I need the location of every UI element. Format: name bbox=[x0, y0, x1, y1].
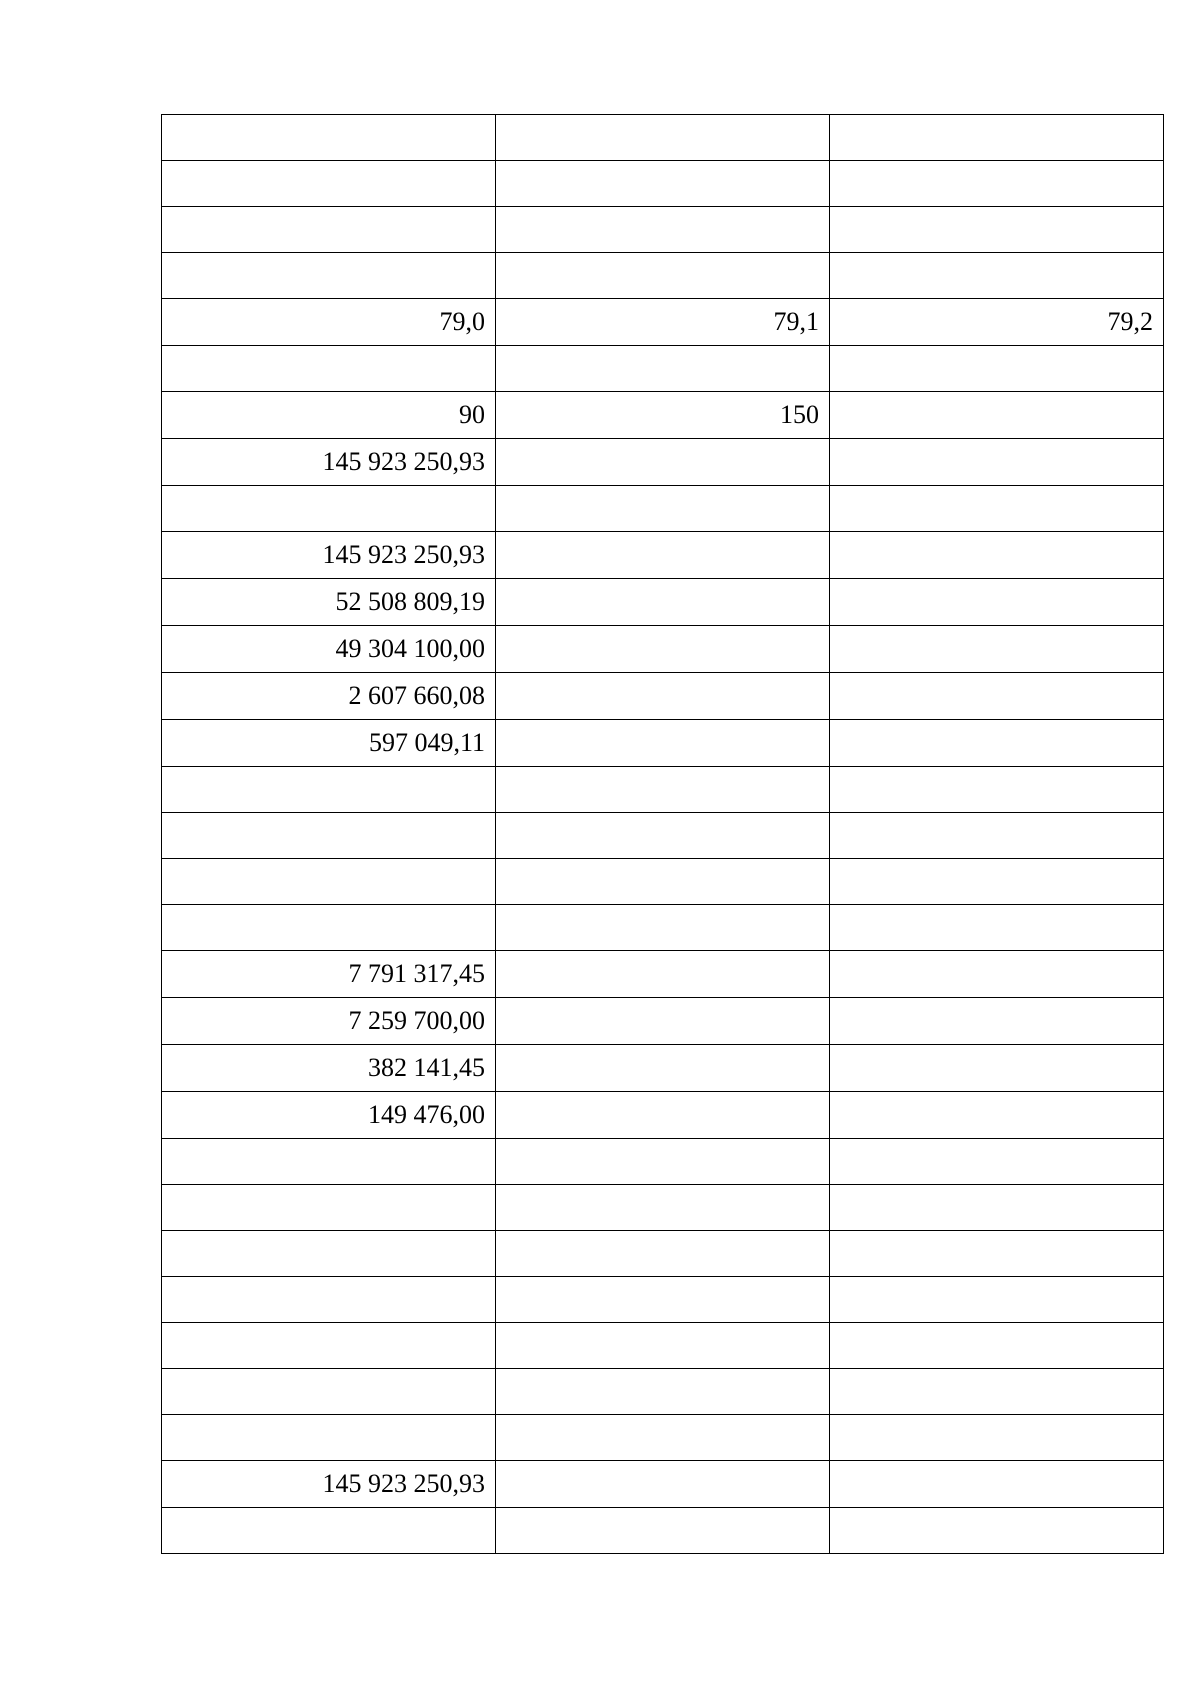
table-row bbox=[162, 720, 1164, 767]
table-cell bbox=[496, 720, 830, 767]
table-row bbox=[162, 951, 1164, 998]
table-row bbox=[162, 579, 1164, 626]
data-table bbox=[161, 114, 1164, 1554]
table-cell bbox=[830, 253, 1164, 299]
table-cell bbox=[496, 1045, 830, 1092]
table-cell bbox=[496, 1092, 830, 1139]
table-row bbox=[162, 532, 1164, 579]
table-cell: 149 476,00 bbox=[162, 1092, 496, 1139]
table-row bbox=[162, 486, 1164, 532]
table-row bbox=[162, 1139, 1164, 1185]
table-cell bbox=[162, 207, 496, 253]
table-row bbox=[162, 392, 1164, 439]
table-cell bbox=[830, 115, 1164, 161]
table-cell: 597 049,11 bbox=[162, 720, 496, 767]
table-cell bbox=[830, 905, 1164, 951]
table-cell bbox=[162, 1185, 496, 1231]
table-cell bbox=[830, 486, 1164, 532]
table-cell bbox=[496, 1415, 830, 1461]
table-cell: 49 304 100,00 bbox=[162, 626, 496, 673]
table-cell bbox=[830, 579, 1164, 626]
table-cell bbox=[830, 813, 1164, 859]
table-cell bbox=[496, 1231, 830, 1277]
table-cell bbox=[830, 1045, 1164, 1092]
table-cell bbox=[162, 1369, 496, 1415]
table-cell bbox=[496, 673, 830, 720]
table-cell bbox=[496, 767, 830, 813]
table-cell bbox=[162, 767, 496, 813]
table-cell: 90 bbox=[162, 392, 496, 439]
table-row bbox=[162, 1508, 1164, 1554]
table-cell bbox=[496, 207, 830, 253]
table-row bbox=[162, 1369, 1164, 1415]
table-row bbox=[162, 1415, 1164, 1461]
table-cell bbox=[162, 859, 496, 905]
table-row bbox=[162, 253, 1164, 299]
table-cell bbox=[162, 486, 496, 532]
table-row bbox=[162, 1185, 1164, 1231]
table-cell bbox=[162, 1231, 496, 1277]
table-row bbox=[162, 905, 1164, 951]
table-cell bbox=[830, 532, 1164, 579]
table-cell bbox=[496, 161, 830, 207]
table-row bbox=[162, 998, 1164, 1045]
table-cell bbox=[830, 673, 1164, 720]
table-row bbox=[162, 346, 1164, 392]
table-row bbox=[162, 1323, 1164, 1369]
table-cell bbox=[830, 998, 1164, 1045]
table-cell bbox=[830, 1461, 1164, 1508]
table-cell: 7 791 317,45 bbox=[162, 951, 496, 998]
table-cell bbox=[830, 207, 1164, 253]
table-cell bbox=[830, 439, 1164, 486]
table-cell bbox=[830, 720, 1164, 767]
table-cell: 150 bbox=[496, 392, 830, 439]
table-cell bbox=[162, 1415, 496, 1461]
table-row bbox=[162, 813, 1164, 859]
table-row bbox=[162, 299, 1164, 346]
table-cell bbox=[830, 1323, 1164, 1369]
table-row bbox=[162, 1092, 1164, 1139]
table-cell bbox=[830, 951, 1164, 998]
table-cell bbox=[830, 392, 1164, 439]
table-row bbox=[162, 1277, 1164, 1323]
table-cell bbox=[162, 1139, 496, 1185]
table-cell bbox=[830, 626, 1164, 673]
table-cell bbox=[830, 1508, 1164, 1554]
table-cell: 2 607 660,08 bbox=[162, 673, 496, 720]
table-cell bbox=[496, 579, 830, 626]
table-cell: 7 259 700,00 bbox=[162, 998, 496, 1045]
table-cell: 145 923 250,93 bbox=[162, 532, 496, 579]
table-cell bbox=[830, 1277, 1164, 1323]
table-cell bbox=[496, 486, 830, 532]
table-cell bbox=[496, 439, 830, 486]
table-cell bbox=[496, 626, 830, 673]
table-row bbox=[162, 626, 1164, 673]
table-cell: 52 508 809,19 bbox=[162, 579, 496, 626]
table-cell bbox=[830, 859, 1164, 905]
table-cell bbox=[830, 1185, 1164, 1231]
table-row bbox=[162, 673, 1164, 720]
table-cell bbox=[830, 767, 1164, 813]
table-cell bbox=[496, 1461, 830, 1508]
table-cell bbox=[496, 905, 830, 951]
table-row bbox=[162, 439, 1164, 486]
table-cell bbox=[496, 346, 830, 392]
table-cell bbox=[830, 1415, 1164, 1461]
table-cell: 145 923 250,93 bbox=[162, 1461, 496, 1508]
table-cell bbox=[496, 1185, 830, 1231]
table-cell bbox=[496, 998, 830, 1045]
table-cell bbox=[830, 161, 1164, 207]
table-cell bbox=[830, 346, 1164, 392]
table-cell bbox=[162, 161, 496, 207]
table-cell bbox=[162, 813, 496, 859]
table-cell bbox=[496, 859, 830, 905]
table-row bbox=[162, 859, 1164, 905]
table-row bbox=[162, 207, 1164, 253]
table-row bbox=[162, 1045, 1164, 1092]
table-cell bbox=[162, 1277, 496, 1323]
table-cell bbox=[496, 1277, 830, 1323]
table-cell bbox=[496, 1323, 830, 1369]
table-body bbox=[162, 115, 1164, 1554]
table-cell: 79,2 bbox=[830, 299, 1164, 346]
table-cell bbox=[830, 1369, 1164, 1415]
table-cell bbox=[496, 1369, 830, 1415]
table-cell bbox=[162, 253, 496, 299]
table-cell bbox=[162, 346, 496, 392]
table-cell bbox=[162, 1508, 496, 1554]
table-cell bbox=[496, 1508, 830, 1554]
table-cell bbox=[830, 1092, 1164, 1139]
table-cell: 145 923 250,93 bbox=[162, 439, 496, 486]
table-cell bbox=[496, 532, 830, 579]
table-cell bbox=[162, 115, 496, 161]
table-row bbox=[162, 1231, 1164, 1277]
table-cell bbox=[162, 905, 496, 951]
table-row bbox=[162, 1461, 1164, 1508]
table-cell: 79,0 bbox=[162, 299, 496, 346]
table-cell bbox=[496, 813, 830, 859]
table-cell bbox=[496, 253, 830, 299]
table-row bbox=[162, 161, 1164, 207]
table-cell bbox=[162, 1323, 496, 1369]
table-cell: 382 141,45 bbox=[162, 1045, 496, 1092]
table-cell bbox=[830, 1231, 1164, 1277]
table-cell bbox=[496, 115, 830, 161]
table-cell bbox=[496, 951, 830, 998]
table-row bbox=[162, 767, 1164, 813]
table-row bbox=[162, 115, 1164, 161]
table-cell bbox=[496, 1139, 830, 1185]
table-cell: 79,1 bbox=[496, 299, 830, 346]
table-cell bbox=[830, 1139, 1164, 1185]
